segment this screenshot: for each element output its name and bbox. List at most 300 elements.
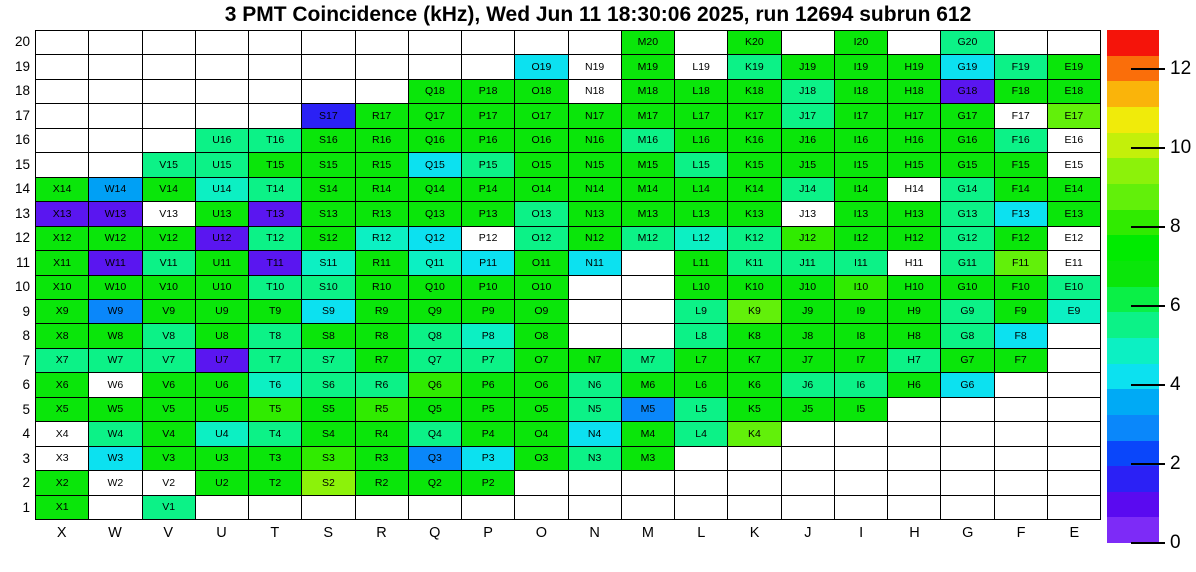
- cell-K15: K15: [728, 153, 781, 177]
- cell-U3: U3: [196, 447, 249, 471]
- cell-J5: J5: [782, 398, 835, 422]
- cell-E19: E19: [1048, 55, 1101, 79]
- cell-O8: O8: [515, 324, 568, 348]
- cell-M19: M19: [622, 55, 675, 79]
- empty-cell: [1048, 31, 1101, 55]
- cell-P17: P17: [462, 104, 515, 128]
- cell-V2: V2: [143, 471, 196, 495]
- cell-J9: J9: [782, 300, 835, 324]
- heatmap-grid: [35, 30, 1101, 520]
- colorbar-tick-mark: [1131, 305, 1165, 307]
- cell-V5: V5: [143, 398, 196, 422]
- empty-cell: [622, 251, 675, 275]
- cell-N11: N11: [569, 251, 622, 275]
- cell-O18: O18: [515, 80, 568, 104]
- y-axis-tick-label: 15: [14, 156, 30, 172]
- empty-cell: [143, 55, 196, 79]
- cell-F13: F13: [995, 202, 1048, 226]
- colorbar-segment: [1107, 81, 1159, 107]
- colorbar-segment: [1107, 107, 1159, 133]
- cell-M12: M12: [622, 227, 675, 251]
- empty-cell: [143, 129, 196, 153]
- cell-E11: E11: [1048, 251, 1101, 275]
- cell-K11: K11: [728, 251, 781, 275]
- cell-E18: E18: [1048, 80, 1101, 104]
- cell-I15: I15: [835, 153, 888, 177]
- cell-O5: O5: [515, 398, 568, 422]
- cell-P3: P3: [462, 447, 515, 471]
- cell-U15: U15: [196, 153, 249, 177]
- cell-U13: U13: [196, 202, 249, 226]
- empty-cell: [782, 496, 835, 520]
- x-axis-tick-label: H: [909, 525, 920, 541]
- empty-cell: [36, 129, 89, 153]
- cell-L15: L15: [675, 153, 728, 177]
- cell-E15: E15: [1048, 153, 1101, 177]
- x-axis-tick-label: Q: [429, 525, 441, 541]
- cell-V10: V10: [143, 276, 196, 300]
- empty-cell: [941, 447, 994, 471]
- empty-cell: [302, 55, 355, 79]
- cell-L6: L6: [675, 373, 728, 397]
- cell-T7: T7: [249, 349, 302, 373]
- cell-N16: N16: [569, 129, 622, 153]
- cell-X1: X1: [36, 496, 89, 520]
- cell-H19: H19: [888, 55, 941, 79]
- cell-P9: P9: [462, 300, 515, 324]
- cell-P10: P10: [462, 276, 515, 300]
- cell-V8: V8: [143, 324, 196, 348]
- cell-X8: X8: [36, 324, 89, 348]
- cell-X13: X13: [36, 202, 89, 226]
- x-axis-tick-label: U: [216, 525, 227, 541]
- cell-K12: K12: [728, 227, 781, 251]
- cell-J6: J6: [782, 373, 835, 397]
- cell-U4: U4: [196, 422, 249, 446]
- empty-cell: [1048, 349, 1101, 373]
- cell-E17: E17: [1048, 104, 1101, 128]
- empty-cell: [302, 31, 355, 55]
- cell-H18: H18: [888, 80, 941, 104]
- cell-X5: X5: [36, 398, 89, 422]
- empty-cell: [995, 496, 1048, 520]
- cell-U11: U11: [196, 251, 249, 275]
- cell-X3: X3: [36, 447, 89, 471]
- colorbar-tick-mark: [1131, 226, 1165, 228]
- colorbar-segment: [1107, 287, 1159, 313]
- cell-G16: G16: [941, 129, 994, 153]
- cell-O11: O11: [515, 251, 568, 275]
- cell-I18: I18: [835, 80, 888, 104]
- empty-cell: [409, 55, 462, 79]
- cell-X4: X4: [36, 422, 89, 446]
- cell-T13: T13: [249, 202, 302, 226]
- cell-G18: G18: [941, 80, 994, 104]
- cell-V11: V11: [143, 251, 196, 275]
- cell-H8: H8: [888, 324, 941, 348]
- y-axis-tick-label: 9: [22, 303, 30, 319]
- cell-R10: R10: [356, 276, 409, 300]
- cell-J14: J14: [782, 178, 835, 202]
- empty-cell: [89, 80, 142, 104]
- cell-N3: N3: [569, 447, 622, 471]
- cell-M16: M16: [622, 129, 675, 153]
- x-axis-tick-label: O: [535, 525, 547, 541]
- cell-I11: I11: [835, 251, 888, 275]
- y-axis-tick-label: 8: [22, 328, 30, 344]
- cell-U2: U2: [196, 471, 249, 495]
- empty-cell: [1048, 422, 1101, 446]
- cell-O13: O13: [515, 202, 568, 226]
- cell-N14: N14: [569, 178, 622, 202]
- cell-T3: T3: [249, 447, 302, 471]
- empty-cell: [249, 55, 302, 79]
- empty-cell: [888, 422, 941, 446]
- x-axis-tick-label: I: [859, 525, 864, 541]
- x-axis-tick-label: M: [641, 525, 654, 541]
- cell-U9: U9: [196, 300, 249, 324]
- empty-cell: [249, 496, 302, 520]
- empty-cell: [1048, 496, 1101, 520]
- empty-cell: [89, 104, 142, 128]
- cell-I17: I17: [835, 104, 888, 128]
- cell-O14: O14: [515, 178, 568, 202]
- empty-cell: [143, 31, 196, 55]
- cell-N15: N15: [569, 153, 622, 177]
- cell-P14: P14: [462, 178, 515, 202]
- y-axis-tick-label: 20: [14, 34, 30, 50]
- y-axis-tick-label: 2: [22, 475, 30, 491]
- cell-O6: O6: [515, 373, 568, 397]
- cell-V7: V7: [143, 349, 196, 373]
- colorbar-segment: [1107, 133, 1159, 159]
- cell-X2: X2: [36, 471, 89, 495]
- empty-cell: [888, 471, 941, 495]
- cell-M13: M13: [622, 202, 675, 226]
- empty-cell: [1048, 324, 1101, 348]
- empty-cell: [356, 55, 409, 79]
- cell-P6: P6: [462, 373, 515, 397]
- empty-cell: [569, 496, 622, 520]
- empty-cell: [675, 496, 728, 520]
- empty-cell: [1048, 471, 1101, 495]
- x-axis-tick-label: W: [108, 525, 122, 541]
- cell-L11: L11: [675, 251, 728, 275]
- cell-W10: W10: [89, 276, 142, 300]
- colorbar-tick-label: 8: [1170, 216, 1181, 238]
- cell-I14: I14: [835, 178, 888, 202]
- cell-S14: S14: [302, 178, 355, 202]
- y-axis-tick-label: 6: [22, 377, 30, 393]
- x-axis-tick-label: K: [749, 525, 760, 541]
- empty-cell: [675, 31, 728, 55]
- empty-cell: [356, 496, 409, 520]
- cell-F14: F14: [995, 178, 1048, 202]
- empty-cell: [302, 496, 355, 520]
- cell-R5: R5: [356, 398, 409, 422]
- empty-cell: [622, 496, 675, 520]
- cell-Q10: Q10: [409, 276, 462, 300]
- cell-T6: T6: [249, 373, 302, 397]
- cell-R17: R17: [356, 104, 409, 128]
- colorbar-segment: [1107, 389, 1159, 415]
- cell-V13: V13: [143, 202, 196, 226]
- cell-K20: K20: [728, 31, 781, 55]
- empty-cell: [1048, 398, 1101, 422]
- colorbar-segment: [1107, 235, 1159, 261]
- y-axis-tick-label: 10: [14, 279, 30, 295]
- cell-J11: J11: [782, 251, 835, 275]
- cell-V15: V15: [143, 153, 196, 177]
- cell-K14: K14: [728, 178, 781, 202]
- cell-F9: F9: [995, 300, 1048, 324]
- cell-Q15: Q15: [409, 153, 462, 177]
- cell-T5: T5: [249, 398, 302, 422]
- y-axis-tick-label: 11: [15, 254, 30, 270]
- cell-R3: R3: [356, 447, 409, 471]
- cell-Q5: Q5: [409, 398, 462, 422]
- cell-G14: G14: [941, 178, 994, 202]
- empty-cell: [888, 496, 941, 520]
- cell-M6: M6: [622, 373, 675, 397]
- cell-T10: T10: [249, 276, 302, 300]
- empty-cell: [888, 31, 941, 55]
- empty-cell: [196, 55, 249, 79]
- cell-M3: M3: [622, 447, 675, 471]
- cell-P8: P8: [462, 324, 515, 348]
- x-axis-tick-label: G: [962, 525, 974, 541]
- colorbar-segment: [1107, 30, 1159, 56]
- empty-cell: [515, 471, 568, 495]
- cell-F17: F17: [995, 104, 1048, 128]
- cell-U5: U5: [196, 398, 249, 422]
- cell-Q14: Q14: [409, 178, 462, 202]
- empty-cell: [1048, 373, 1101, 397]
- empty-cell: [995, 422, 1048, 446]
- cell-P15: P15: [462, 153, 515, 177]
- cell-R6: R6: [356, 373, 409, 397]
- empty-cell: [888, 447, 941, 471]
- cell-I20: I20: [835, 31, 888, 55]
- cell-V3: V3: [143, 447, 196, 471]
- cell-H9: H9: [888, 300, 941, 324]
- empty-cell: [36, 80, 89, 104]
- cell-M7: M7: [622, 349, 675, 373]
- empty-cell: [782, 31, 835, 55]
- cell-J19: J19: [782, 55, 835, 79]
- cell-N6: N6: [569, 373, 622, 397]
- cell-L9: L9: [675, 300, 728, 324]
- x-axis-tick-label: R: [376, 525, 387, 541]
- cell-P4: P4: [462, 422, 515, 446]
- cell-S15: S15: [302, 153, 355, 177]
- empty-cell: [89, 129, 142, 153]
- cell-J10: J10: [782, 276, 835, 300]
- colorbar-segment: [1107, 466, 1159, 492]
- cell-R12: R12: [356, 227, 409, 251]
- cell-W13: W13: [89, 202, 142, 226]
- empty-cell: [782, 447, 835, 471]
- cell-Q18: Q18: [409, 80, 462, 104]
- cell-V6: V6: [143, 373, 196, 397]
- cell-I9: I9: [835, 300, 888, 324]
- colorbar-tick-label: 6: [1170, 295, 1181, 317]
- cell-U8: U8: [196, 324, 249, 348]
- y-axis-tick-label: 12: [14, 230, 30, 246]
- y-axis-tick-label: 19: [14, 58, 30, 74]
- cell-T8: T8: [249, 324, 302, 348]
- cell-J16: J16: [782, 129, 835, 153]
- empty-cell: [569, 471, 622, 495]
- cell-P7: P7: [462, 349, 515, 373]
- cell-R13: R13: [356, 202, 409, 226]
- empty-cell: [196, 104, 249, 128]
- cell-G20: G20: [941, 31, 994, 55]
- cell-G13: G13: [941, 202, 994, 226]
- cell-N12: N12: [569, 227, 622, 251]
- empty-cell: [36, 55, 89, 79]
- cell-Q9: Q9: [409, 300, 462, 324]
- colorbar: [1107, 30, 1159, 543]
- cell-T16: T16: [249, 129, 302, 153]
- cell-Q12: Q12: [409, 227, 462, 251]
- cell-J17: J17: [782, 104, 835, 128]
- empty-cell: [356, 31, 409, 55]
- empty-cell: [462, 496, 515, 520]
- cell-M17: M17: [622, 104, 675, 128]
- cell-W7: W7: [89, 349, 142, 373]
- cell-E16: E16: [1048, 129, 1101, 153]
- empty-cell: [728, 496, 781, 520]
- cell-R9: R9: [356, 300, 409, 324]
- cell-K4: K4: [728, 422, 781, 446]
- empty-cell: [36, 31, 89, 55]
- cell-T11: T11: [249, 251, 302, 275]
- empty-cell: [89, 153, 142, 177]
- colorbar-segment: [1107, 210, 1159, 236]
- cell-I13: I13: [835, 202, 888, 226]
- cell-K5: K5: [728, 398, 781, 422]
- x-axis-tick-label: N: [589, 525, 600, 541]
- empty-cell: [995, 31, 1048, 55]
- colorbar-tick-label: 12: [1170, 58, 1192, 80]
- cell-O4: O4: [515, 422, 568, 446]
- empty-cell: [728, 447, 781, 471]
- cell-O7: O7: [515, 349, 568, 373]
- cell-W3: W3: [89, 447, 142, 471]
- empty-cell: [995, 398, 1048, 422]
- x-axis-tick-label: J: [804, 525, 812, 541]
- cell-S10: S10: [302, 276, 355, 300]
- cell-W2: W2: [89, 471, 142, 495]
- cell-Q17: Q17: [409, 104, 462, 128]
- cell-M15: M15: [622, 153, 675, 177]
- cell-K18: K18: [728, 80, 781, 104]
- cell-K8: K8: [728, 324, 781, 348]
- cell-R7: R7: [356, 349, 409, 373]
- cell-E9: E9: [1048, 300, 1101, 324]
- cell-Q4: Q4: [409, 422, 462, 446]
- cell-L14: L14: [675, 178, 728, 202]
- cell-U7: U7: [196, 349, 249, 373]
- empty-cell: [196, 80, 249, 104]
- cell-W14: W14: [89, 178, 142, 202]
- cell-F11: F11: [995, 251, 1048, 275]
- empty-cell: [196, 496, 249, 520]
- cell-X6: X6: [36, 373, 89, 397]
- empty-cell: [89, 31, 142, 55]
- colorbar-tick-label: 4: [1170, 374, 1181, 396]
- empty-cell: [89, 55, 142, 79]
- cell-H16: H16: [888, 129, 941, 153]
- empty-cell: [409, 31, 462, 55]
- empty-cell: [356, 80, 409, 104]
- empty-cell: [941, 496, 994, 520]
- cell-Q6: Q6: [409, 373, 462, 397]
- cell-S5: S5: [302, 398, 355, 422]
- cell-S16: S16: [302, 129, 355, 153]
- cell-F19: F19: [995, 55, 1048, 79]
- cell-N7: N7: [569, 349, 622, 373]
- colorbar-tick-label: 10: [1170, 137, 1192, 159]
- cell-R2: R2: [356, 471, 409, 495]
- cell-E12: E12: [1048, 227, 1101, 251]
- x-axis-tick-label: P: [483, 525, 493, 541]
- colorbar-tick-mark: [1131, 68, 1165, 70]
- cell-P16: P16: [462, 129, 515, 153]
- cell-S13: S13: [302, 202, 355, 226]
- cell-I16: I16: [835, 129, 888, 153]
- cell-N19: N19: [569, 55, 622, 79]
- colorbar-tick-mark: [1131, 384, 1165, 386]
- empty-cell: [995, 373, 1048, 397]
- cell-I7: I7: [835, 349, 888, 373]
- x-axis-tick-label: T: [270, 525, 280, 541]
- empty-cell: [302, 80, 355, 104]
- cell-J7: J7: [782, 349, 835, 373]
- cell-H7: H7: [888, 349, 941, 373]
- cell-K16: K16: [728, 129, 781, 153]
- y-axis-tick-label: 13: [14, 205, 30, 221]
- cell-I12: I12: [835, 227, 888, 251]
- empty-cell: [622, 276, 675, 300]
- cell-U12: U12: [196, 227, 249, 251]
- cell-T14: T14: [249, 178, 302, 202]
- cell-W9: W9: [89, 300, 142, 324]
- cell-K17: K17: [728, 104, 781, 128]
- cell-L17: L17: [675, 104, 728, 128]
- cell-Q16: Q16: [409, 129, 462, 153]
- empty-cell: [515, 31, 568, 55]
- colorbar-segment: [1107, 492, 1159, 518]
- cell-P18: P18: [462, 80, 515, 104]
- empty-cell: [515, 496, 568, 520]
- cell-F18: F18: [995, 80, 1048, 104]
- colorbar-segment: [1107, 261, 1159, 287]
- cell-G6: G6: [941, 373, 994, 397]
- cell-H12: H12: [888, 227, 941, 251]
- cell-X14: X14: [36, 178, 89, 202]
- cell-T9: T9: [249, 300, 302, 324]
- cell-T15: T15: [249, 153, 302, 177]
- cell-I19: I19: [835, 55, 888, 79]
- empty-cell: [196, 31, 249, 55]
- cell-G10: G10: [941, 276, 994, 300]
- cell-F16: F16: [995, 129, 1048, 153]
- cell-L18: L18: [675, 80, 728, 104]
- empty-cell: [569, 300, 622, 324]
- cell-W11: W11: [89, 251, 142, 275]
